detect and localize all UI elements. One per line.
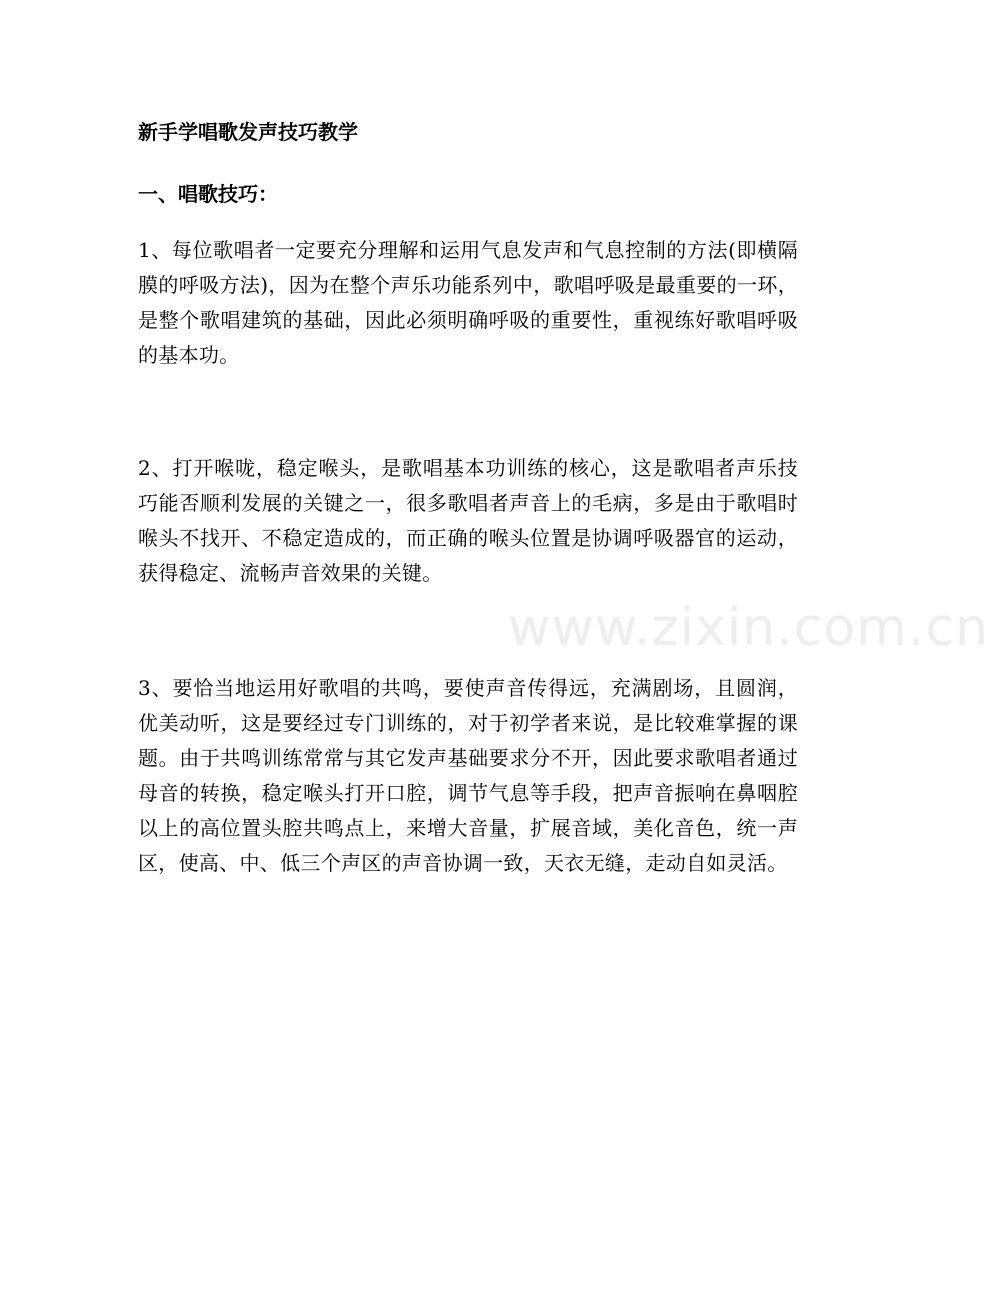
paragraph-2: 2、打开喉咙，稳定喉头，是歌唱基本功训练的核心，这是歌唱者声乐技巧能否顺利发展的关键之一，很多歌唱者声音上的毛病，多是由于歌唱时喉头不找开、不稳定造成的，而正确的喉头位置是协调呼吸器官的运动，获得稳定、流畅声音效果的关键。 (138, 456, 798, 585)
document-body (138, 115, 798, 881)
watermark: www.zixin.com.cn (508, 598, 989, 658)
document-title: 新手学唱歌发声技巧教学 (138, 120, 358, 144)
section-heading: 一、唱歌技巧： (138, 182, 278, 206)
paragraph-3: 3、要恰当地运用好歌唱的共鸣，要使声音传得远，充满剧场，且圆润，优美动听，这是要经过专门训练的，对于初学者来说，是比较难掌握的课题。由于共鸣训练常常与其它发声基础要求分不开，因此要求歌唱者通过母音的转换，稳定喉头打开口腔，调节气息等手段，把声音振响在鼻咽腔以上的高位置头腔共鸣点上，来增大音量，扩展音域，美化音色，统一声区，使高、中、低三个声区的声音协调一致，天衣无缝，走动自如灵活。 (138, 676, 798, 875)
paragraph-1: 1、每位歌唱者一定要充分理解和运用气息发声和气息控制的方法(即横隔膜的呼吸方法)，因为在整个声乐功能系列中，歌唱呼吸是最重要的一环，是整个歌唱建筑的基础，因此必须明确呼吸的重要性，重视练好歌唱呼吸的基本功。 (138, 238, 798, 367)
